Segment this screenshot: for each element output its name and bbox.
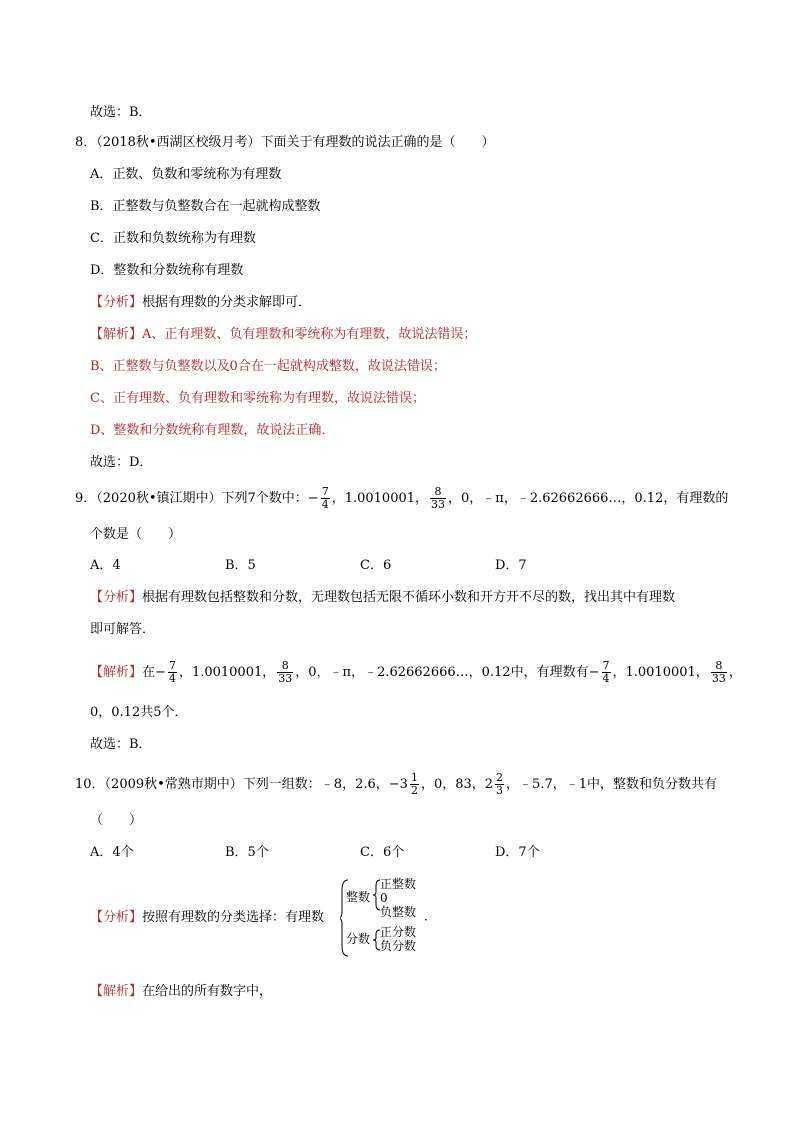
class-neg-integer: 负整数 <box>380 905 417 919</box>
period: ． <box>424 909 437 923</box>
q8-option-b: B．正整数与负整数合在一起就构成整数 <box>90 199 321 214</box>
fraction: $\frac{7}{4}$ <box>168 659 176 685</box>
fraction: $\frac{8}{33}$ <box>711 659 726 685</box>
q10-stem: 10．（2009秋•常熟市期中）下列一组数：﹣8，2.6，−3 $\frac{1}{2}$ ，0，83，2 $\frac{2}{3}$ ，﹣5.7，﹣1中，整数和负分数共有 <box>75 771 717 797</box>
q8-solution-3: C、正有理数、负有理数和零统称为有理数，故说法错误； <box>90 391 425 406</box>
q8-option-d: D．整数和分数统称有理数 <box>90 263 244 278</box>
q10-solution: 【解析】在给出的所有数字中， <box>90 984 273 999</box>
class-integer: 整数 <box>346 890 371 904</box>
fraction-brace <box>373 930 380 950</box>
q8-solution-1: 【解析】A、正有理数、负有理数和零统称为有理数，故说法错误； <box>90 327 477 342</box>
class-zero: 0 <box>380 891 388 905</box>
fraction: $\frac{1}{2}$ <box>410 771 418 797</box>
class-pos-integer: 正整数 <box>380 877 417 891</box>
q8-option-c: C．正数和负数统称为有理数 <box>90 231 256 246</box>
q10-options: A．4个 B．5个 C．6个 D．7个 <box>90 845 540 860</box>
q9-solution-line2: 0，0.12共5个． <box>90 705 188 720</box>
class-fraction: 分数 <box>346 932 371 946</box>
q9-options: A．4 B．5 C．6 D．7 <box>90 558 527 573</box>
class-neg-fraction: 负分数 <box>380 939 417 953</box>
prev-answer: 故选：B． <box>90 105 152 120</box>
q9-stem: 9．（2020秋•镇江期中）下列7个数中：− $\frac{7}{4}$ ，1.0010001， $\frac{8}{33}$ ，0，﹣π，﹣2.62662666…，0.12，有理数的 <box>75 485 729 511</box>
q9-analysis-line2: 即可解答． <box>90 622 156 637</box>
fraction: $\frac{8}{33}$ <box>278 659 293 685</box>
q8-option-a: A．正数、负数和零统称为有理数 <box>90 167 282 182</box>
q8-stem: 8．（2018秋•西湖区校级月考）下面关于有理数的说法正确的是（ ） <box>75 135 495 150</box>
q10-analysis: 【分析】按照有理数的分类选择：有理数 <box>90 910 325 925</box>
q9-answer: 故选：B． <box>90 737 152 752</box>
class-pos-fraction: 正分数 <box>380 925 417 939</box>
fraction: $\frac{7}{4}$ <box>321 485 329 511</box>
q8-solution-4: D、整数和分数统称有理数，故说法正确． <box>90 423 335 438</box>
q9-solution: 【解析】在− $\frac{7}{4}$ ，1.0010001， $\frac{8}{33}$ ，0，﹣π，﹣2.62662666…，0.12中，有理数有− $\frac{7}{4}$ ，1.0010001， $\frac{8}{33}$ ， <box>90 659 742 685</box>
integer-brace <box>373 880 380 910</box>
fraction: $\frac{8}{33}$ <box>431 485 446 511</box>
q9-analysis: 【分析】根据有理数包括整数和分数，无理数包括无限不循环小数和开方开不尽的数，找出其中有理数 <box>90 590 676 605</box>
fraction: $\frac{2}{3}$ <box>496 771 504 797</box>
q10-stem-line2: （ ） <box>90 813 143 828</box>
q8-analysis: 【分析】根据有理数的分类求解即可． <box>90 295 312 310</box>
q8-answer: 故选：D． <box>90 455 153 470</box>
q9-stem-line2: 个数是（ ） <box>90 527 182 542</box>
fraction: $\frac{7}{4}$ <box>602 659 610 685</box>
q8-solution-2: B、正整数与负整数以及0合在一起就构成整数，故说法错误； <box>90 359 446 374</box>
